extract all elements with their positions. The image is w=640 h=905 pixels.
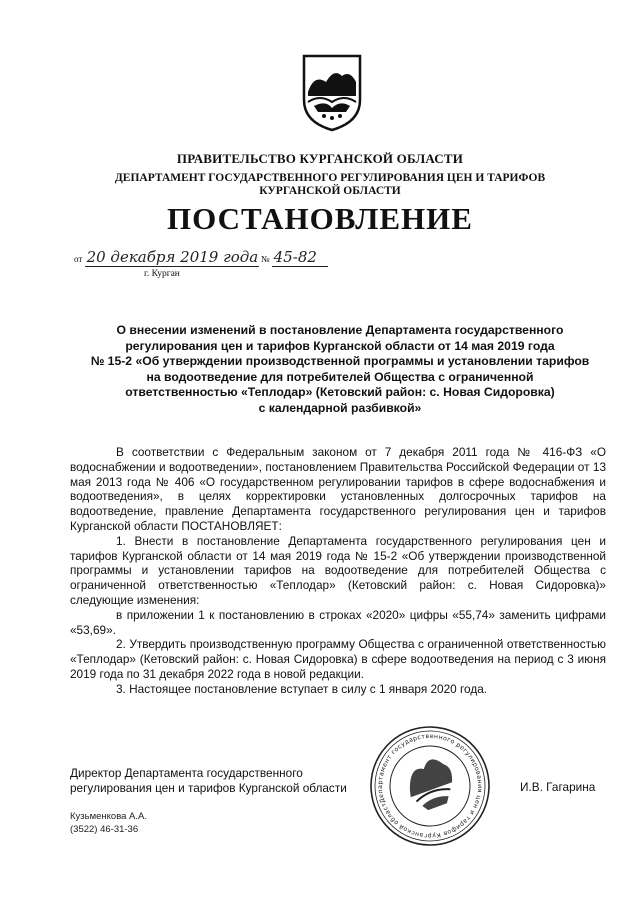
coat-of-arms-icon	[300, 52, 364, 132]
body-paragraph-item1: 1. Внести в постановление Департамента государственного регулирования цен и тарифов Курганской области от 14 мая 2019 года № 15-2 «Об утверждении производственной программы и установлении тарифов на водоотведение для потребителей Общества с ограниченной ответственностью «Теплодар» (Кетовский район: с. Новая Сидоровка)» следующие изменения:	[70, 533, 606, 607]
body-paragraph-preamble: В соответствии с Федеральным законом от 7 декабря 2011 года № 416-ФЗ «О водоснабжении и водоотведении», постановлением Правительства Российской Федерации от 13 мая 2013 года № 406 «О государственном регулировании тарифов в сфере водоснабжения и водоотведения», в целях корректировки установленных долгосрочных тарифов на водоотведение, правление Департамента государственного регулирования цен и тарифов Курганской области ПОСТАНОВЛЯЕТ:	[70, 445, 606, 533]
handwritten-number: 45-82	[272, 248, 328, 267]
seal-ring-text: Департамент государственного регулирования цен и тарифов Курганской области	[376, 732, 484, 840]
department-name	[110, 172, 550, 198]
number-label: №	[260, 254, 270, 264]
signatory-position-line1: Директор Департамента государственного	[70, 766, 303, 780]
government-name: ПРАВИТЕЛЬСТВО КУРГАНСКОЙ ОБЛАСТИ	[176, 151, 464, 166]
document-body	[70, 445, 606, 697]
department-name-line2: КУРГАНСКОЙ ОБЛАСТИ	[259, 185, 401, 197]
body-paragraph-item1-change: в приложении 1 к постановлению в строках «2020» цифры «55,74» заменить цифрами «53,69».	[70, 607, 606, 637]
body-paragraph-item3: 3. Настоящее постановление вступает в силу с 1 января 2020 года.	[116, 681, 488, 696]
body-paragraph-item2: 2. Утвердить производственную программу Общества с ограниченной ответственностью «Теплодар» (Кетовский район: с. Новая Сидоровка) в сфере водоотведения на период с 3 июня 2019 года по 31 декабря 2022 года в новой редакции.	[70, 637, 606, 681]
subject-line: ответственностью «Теплодар» (Кетовский район: с. Новая Сидоровка)	[125, 385, 555, 399]
handwritten-date: 20 декабря 2019 года	[86, 248, 259, 266]
city-name: г. Курган	[144, 269, 180, 279]
subject-line: О внесении изменений в постановление Департамента государственного	[116, 323, 564, 337]
subject-line: на водоотведение для потребителей Общества с ограниченной	[146, 369, 534, 384]
signatory-name: И.В. Гагарина	[520, 780, 596, 794]
department-name-line1: ДЕПАРТАМЕНТ ГОСУДАРСТВЕННОГО РЕГУЛИРОВАНИЯ ЦЕН И ТАРИФОВ	[114, 172, 546, 184]
executor-phone: (3522) 46-31-36	[70, 824, 139, 835]
date-from-label: от	[74, 254, 83, 264]
date-number-line	[74, 248, 328, 267]
document-type-title: ПОСТАНОВЛЕНИЕ	[167, 201, 473, 236]
subject-line: с календарной разбивкой»	[258, 400, 422, 415]
signatory-position-line2: регулирования цен и тарифов Курганской области	[70, 780, 347, 795]
subject-line: № 15-2 «Об утверждении производственной программы и установлении тарифов	[90, 354, 590, 368]
executor-name: Кузьменкова А.А.	[70, 811, 148, 822]
signatory-position	[70, 766, 347, 795]
subject-line: регулирования цен и тарифов Курганской области от 14 мая 2019 года	[125, 338, 555, 353]
document-subject	[70, 323, 610, 416]
official-seal-icon	[368, 724, 492, 848]
executor-info	[70, 810, 147, 836]
